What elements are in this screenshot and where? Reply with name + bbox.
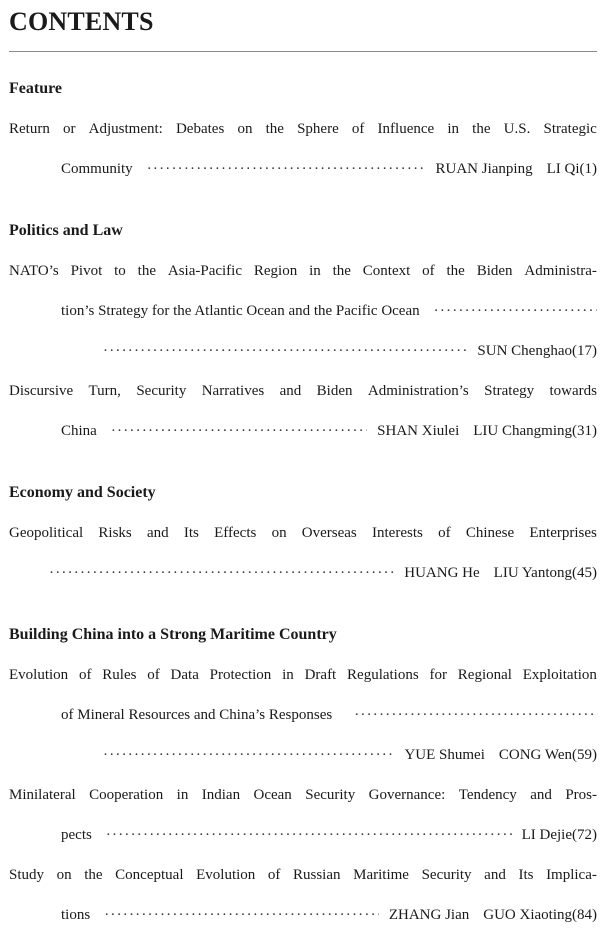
dot-leader: [147, 159, 426, 179]
title-word: Security: [136, 383, 187, 399]
title-word: on: [56, 867, 72, 883]
title-word: in: [176, 787, 189, 803]
title-word: Study: [9, 867, 45, 883]
title-word: in: [282, 667, 294, 683]
title-word: Influence: [377, 121, 435, 137]
title-word: Region: [253, 263, 298, 279]
title-word: on: [271, 525, 287, 541]
title-word: Asia-Pacific: [167, 263, 242, 279]
entry-5-title-row-2[interactable]: [61, 705, 597, 725]
title-word: NATO’s: [9, 263, 59, 279]
entry-5-title-line-1: [9, 665, 597, 685]
title-word: of: [78, 667, 92, 683]
entry-7-title-line-1: [9, 865, 597, 885]
title-word: and: [484, 867, 506, 883]
title-word: Russian: [293, 867, 341, 883]
entry-3-page-number[interactable]: (31): [572, 423, 597, 439]
entry-5-last-line[interactable]: [103, 745, 597, 765]
title-word: Strategy: [484, 383, 535, 399]
title-word: Chinese: [465, 525, 515, 541]
entry-1-title-line-2: Community: [61, 161, 133, 177]
entry-6-title-line-2: pects: [61, 827, 92, 843]
entry-6-ref: [522, 825, 597, 845]
title-divider: [9, 51, 597, 52]
dot-leader: [111, 421, 367, 441]
title-word: Evolution: [196, 867, 256, 883]
dot-leader: [104, 905, 379, 925]
title-word: Risks: [98, 525, 132, 541]
title-word: Strategic: [543, 121, 597, 137]
entry-4-ref: [404, 563, 597, 583]
title-word: Sphere: [297, 121, 339, 137]
entry-4-page-number[interactable]: (45): [572, 565, 597, 581]
entry-7-title-line-2: tions: [61, 907, 91, 923]
title-word: to: [114, 263, 126, 279]
title-word: Exploitation: [522, 667, 597, 683]
title-word: the: [472, 121, 491, 137]
entry-3-title-line-2: China: [61, 423, 97, 439]
title-word: of: [147, 667, 160, 683]
entry-3-title-line-1: [9, 381, 597, 401]
entry-1-ref: [435, 159, 597, 179]
entry-6-author-1: LI Dejie: [521, 827, 572, 843]
title-word: Biden: [476, 263, 513, 279]
title-word: Conceptual: [115, 867, 184, 883]
title-word: or: [62, 121, 76, 137]
section-heading-politics-and-law: Politics and Law: [9, 222, 123, 239]
dot-leader: [106, 825, 512, 845]
title-word: Cooperation: [89, 787, 164, 803]
entry-1-page-number[interactable]: (1): [579, 161, 597, 177]
entry-7-last-line[interactable]: [61, 905, 597, 925]
title-word: Interests: [372, 525, 423, 541]
dot-leader: [49, 563, 394, 583]
title-word: of: [351, 121, 365, 137]
title-word: Protection: [209, 667, 272, 683]
title-word: Implica-: [546, 867, 597, 883]
title-word: for: [429, 667, 447, 683]
entry-6-title-line-1: [9, 785, 597, 805]
title-word: and: [146, 525, 169, 541]
title-word: Discursive: [9, 383, 74, 399]
title-word: Overseas: [301, 525, 357, 541]
title-word: Narratives: [201, 383, 265, 399]
entry-7-ref: [389, 905, 597, 925]
title-word: and: [279, 383, 302, 399]
title-word: the: [84, 867, 103, 883]
title-word: in: [309, 263, 321, 279]
title-word: of: [267, 867, 281, 883]
title-word: Maritime: [353, 867, 409, 883]
entry-5-author-1: YUE Shumei: [404, 747, 485, 763]
entry-2-ref: [477, 341, 597, 361]
title-word: Minilateral: [9, 787, 76, 803]
entry-7-author-1: ZHANG Jian: [388, 907, 470, 923]
entry-4-author-1: HUANG He: [404, 565, 480, 581]
title-word: Its: [518, 867, 534, 883]
title-word: the: [446, 263, 465, 279]
title-word: Its: [183, 525, 199, 541]
title-word: Adjustment:: [88, 121, 163, 137]
entry-7-author-2: GUO Xiaoting: [483, 907, 572, 923]
title-word: Debates: [175, 121, 225, 137]
title-word: and: [530, 787, 552, 803]
title-word: of: [422, 263, 435, 279]
title-word: Administra-: [524, 263, 597, 279]
section-heading-feature: Feature: [9, 80, 63, 97]
title-word: Draft: [304, 667, 337, 683]
entry-5-title-line-2: of Mineral Resources and China’s Responses: [61, 707, 333, 723]
entry-1-title-line-1: [9, 119, 597, 139]
entry-2-title-line-1: [9, 261, 597, 281]
entry-4-last-line[interactable]: [49, 563, 597, 583]
entry-3-last-line[interactable]: [61, 421, 597, 441]
title-word: Effects: [214, 525, 257, 541]
entry-1-author-2: LI Qi: [546, 161, 580, 177]
entry-2-title-row-2[interactable]: [61, 301, 597, 321]
title-word: Regional: [457, 667, 512, 683]
section-heading-maritime-country: Building China into a Strong Maritime Country: [9, 626, 337, 643]
dot-leader: [354, 705, 597, 725]
dot-leader: [103, 745, 394, 765]
entry-2-title-line-2: tion’s Strategy for the Atlantic Ocean and the Pacific Ocean: [61, 303, 420, 319]
title-word: Geopolitical: [9, 525, 84, 541]
entry-6-last-line[interactable]: [61, 825, 597, 845]
entry-5-author-2: CONG Wen: [498, 747, 572, 763]
entry-1-author-1: RUAN Jianping: [435, 161, 533, 177]
title-word: on: [237, 121, 253, 137]
title-word: Evolution: [9, 667, 69, 683]
title-word: Tendency: [458, 787, 517, 803]
section-heading-economy-and-society: Economy and Society: [9, 484, 156, 501]
title-word: the: [265, 121, 284, 137]
title-word: Ocean: [253, 787, 292, 803]
title-word: U.S.: [503, 121, 531, 137]
title-word: of: [438, 525, 451, 541]
title-word: Data: [170, 667, 199, 683]
page-title: CONTENTS: [9, 7, 154, 36]
title-word: Enterprises: [529, 525, 597, 541]
title-word: Governance:: [368, 787, 446, 803]
entry-4-title-line-1: [9, 523, 597, 543]
entry-5-ref: [404, 745, 597, 765]
entry-3-author-1: SHAN Xiulei: [377, 423, 460, 439]
title-word: Context: [362, 263, 411, 279]
entry-2-author-1: SUN Chenghao: [477, 343, 572, 359]
title-word: Administration’s: [367, 383, 469, 399]
title-word: Pros-: [565, 787, 597, 803]
entry-4-author-2: LIU Yantong: [493, 565, 572, 581]
title-word: Biden: [316, 383, 353, 399]
title-word: Rules: [102, 667, 137, 683]
title-word: Security: [305, 787, 356, 803]
title-word: the: [137, 263, 156, 279]
title-word: Return: [9, 121, 50, 137]
entry-3-ref: [377, 421, 597, 441]
entry-5-page-number[interactable]: (59): [572, 747, 597, 763]
title-word: Pivot: [70, 263, 103, 279]
title-word: Indian: [201, 787, 241, 803]
title-word: the: [332, 263, 351, 279]
entry-3-author-2: LIU Changming: [473, 423, 572, 439]
title-word: in: [447, 121, 460, 137]
entry-2-last-line[interactable]: [103, 341, 597, 361]
title-word: Regulations: [347, 667, 419, 683]
title-word: Security: [421, 867, 472, 883]
title-word: Turn,: [88, 383, 121, 399]
entry-1-last-line[interactable]: [61, 159, 597, 179]
entry-7-page-number[interactable]: (84): [572, 907, 597, 923]
dot-leader: [103, 341, 467, 361]
entry-2-page-number[interactable]: (17): [572, 343, 597, 359]
entry-6-page-number[interactable]: (72): [572, 827, 597, 843]
dot-leader: [434, 301, 597, 321]
title-word: towards: [549, 383, 597, 399]
